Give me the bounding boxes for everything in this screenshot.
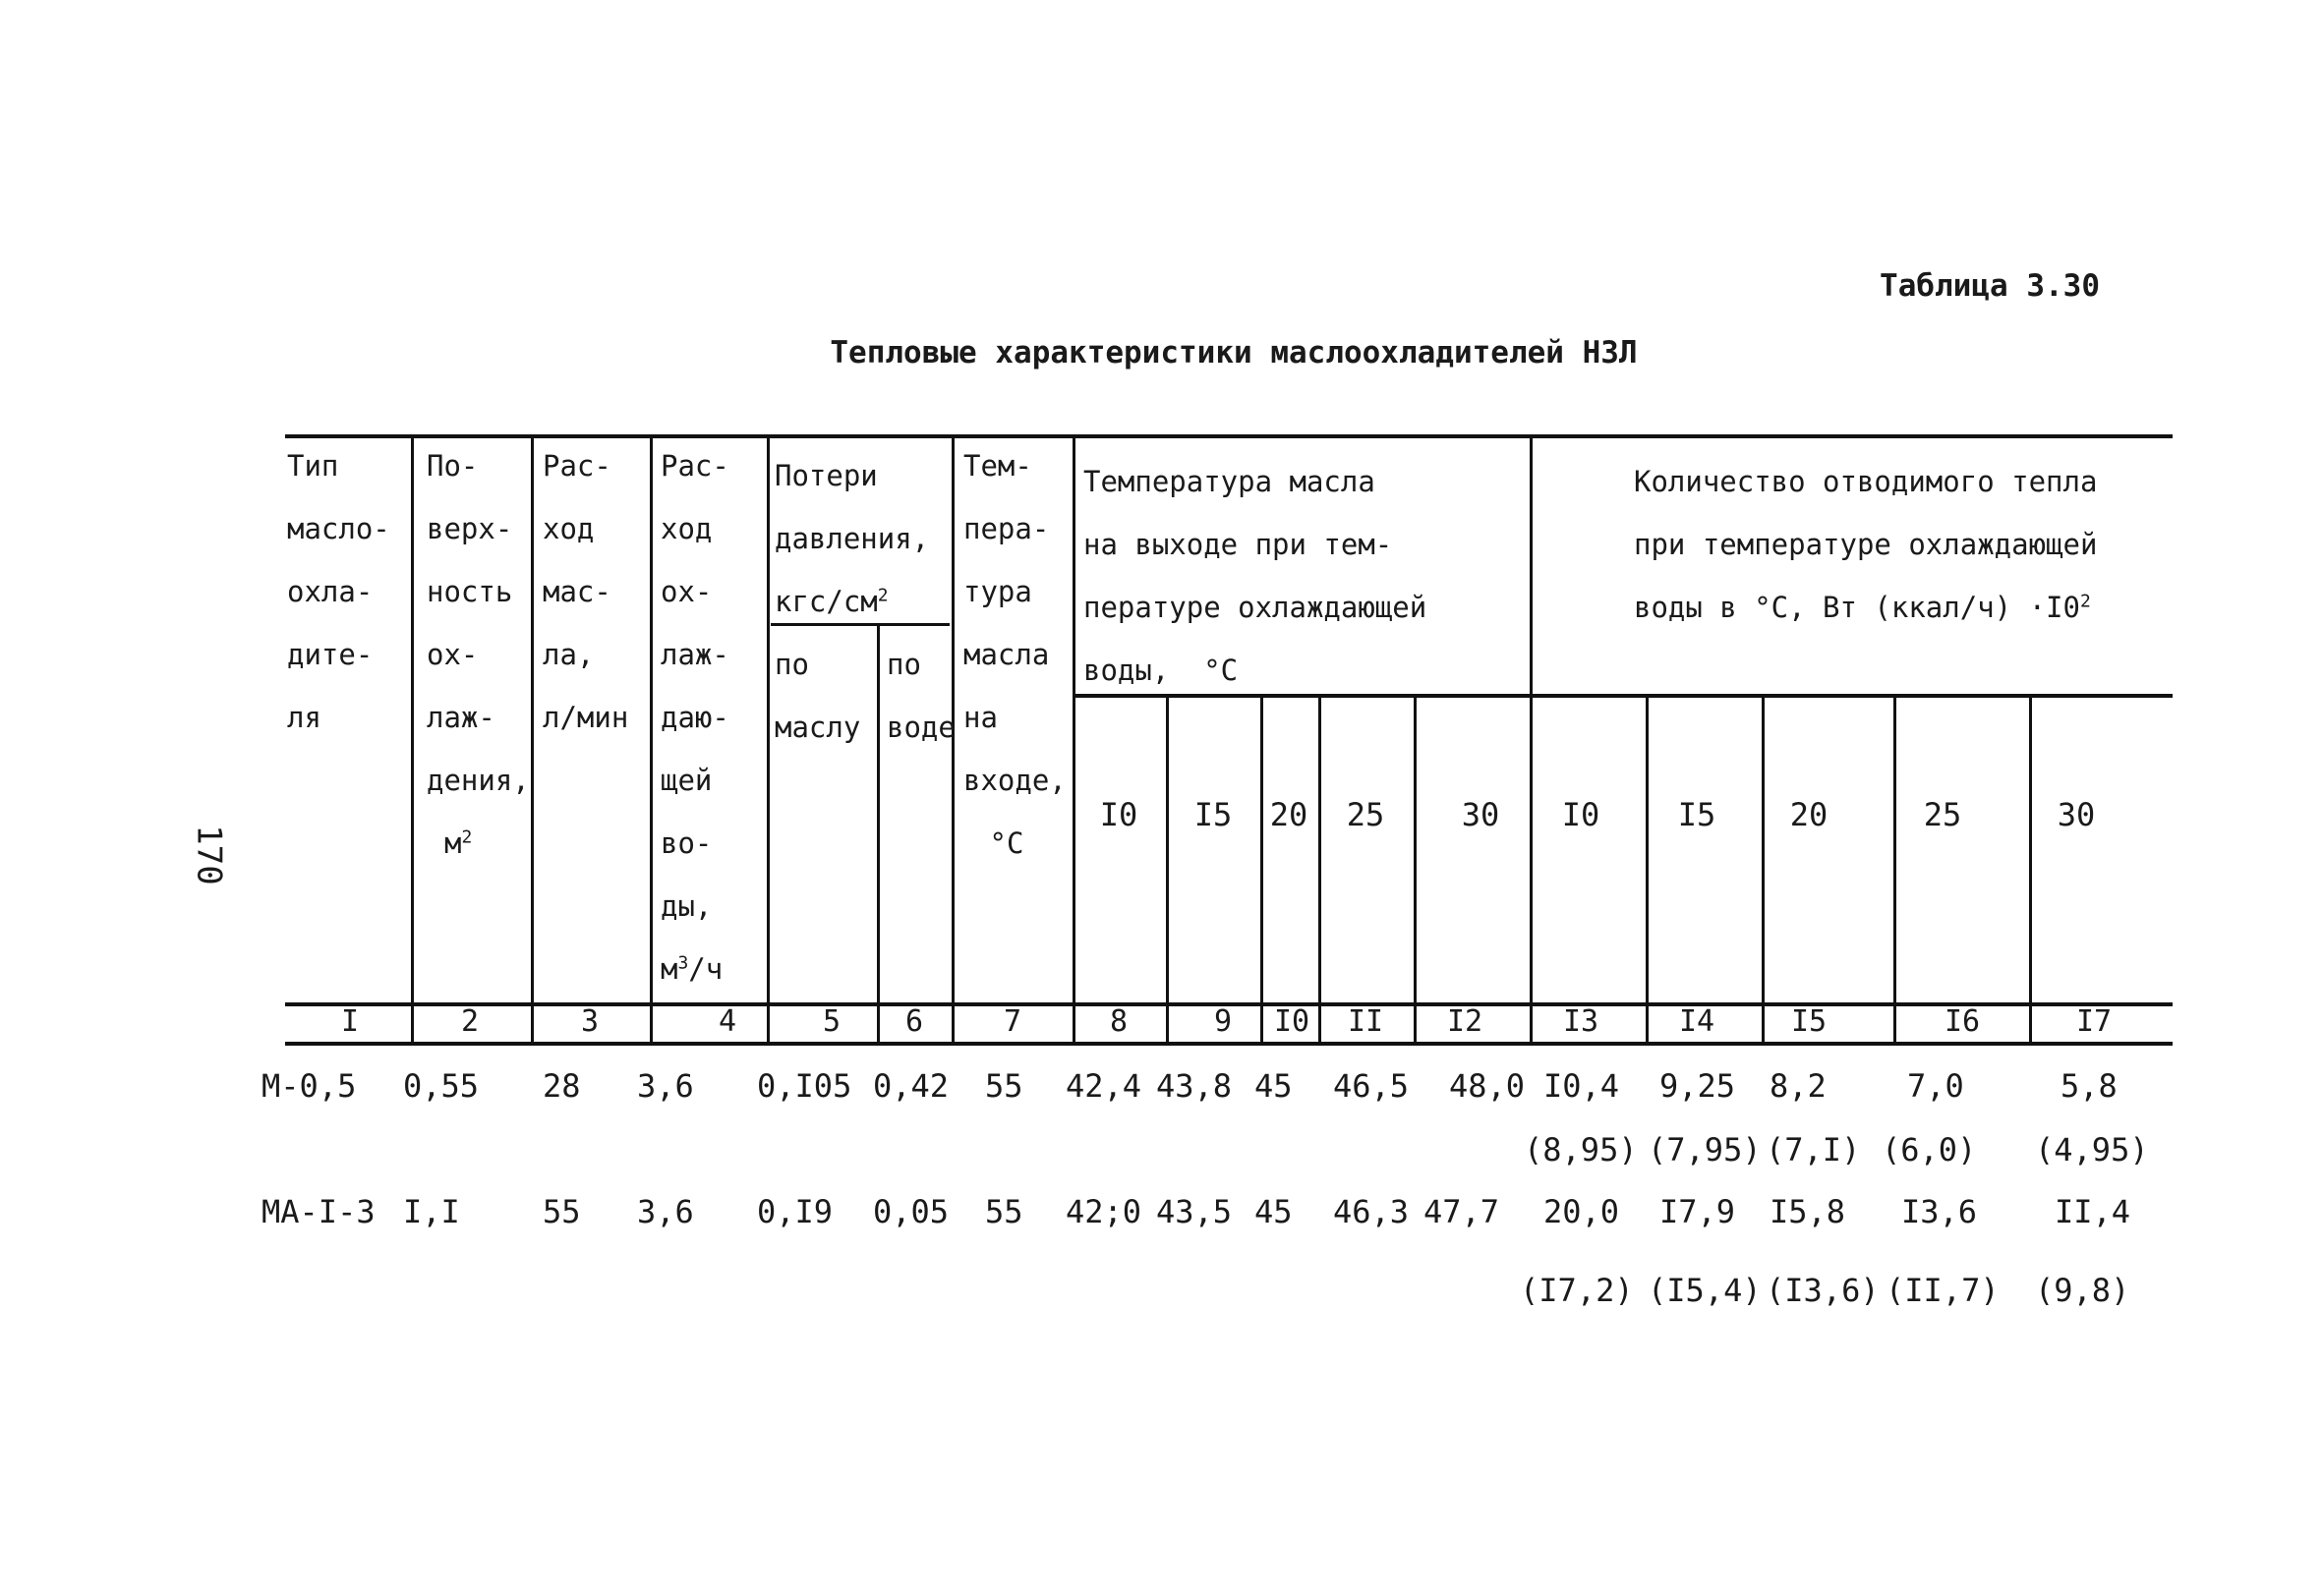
column-number: I [340, 1004, 360, 1039]
vline [531, 434, 534, 1042]
page-number: 170 [189, 825, 229, 885]
cell-surface: I,I [403, 1193, 460, 1230]
header-oil-outlet-temp-group: Температура масла на выходе при тем- пературе охлаждающей воды, °С [1083, 465, 1427, 687]
column-number: I3 [1562, 1004, 1599, 1039]
column-number: I7 [2075, 1004, 2113, 1039]
header-oil-inlet-temp: Тем- пера- тура масла на входе, [963, 449, 1067, 797]
cell-t-out: 45 [1254, 1067, 1293, 1105]
temp-col-header: I5 [1193, 796, 1233, 833]
cell-heat-kcal: (9,8) [2035, 1272, 2130, 1309]
vline [1414, 696, 1417, 1042]
cell-t-out: 43,8 [1156, 1067, 1233, 1105]
cell-t-in: 55 [985, 1067, 1023, 1105]
header-loss-water: по воде [887, 648, 956, 744]
table-label: Таблица 3.30 [1880, 268, 2100, 304]
cell-heat: 8,2 [1770, 1067, 1827, 1105]
cell-surface: 0,55 [403, 1067, 480, 1105]
column-number: I0 [1273, 1004, 1310, 1039]
vline [877, 625, 880, 1042]
vline [1073, 434, 1075, 1042]
cell-type: МА-I-3 [261, 1193, 376, 1230]
cell-water-flow: 3,6 [637, 1193, 694, 1230]
header-water-flow: Рас- ход ох- лаж- даю- щей во- ды, [661, 449, 729, 923]
header-pressure-loss-unit: кгс/$см^2$ [775, 585, 889, 618]
header-oil-inlet-temp-unit: °С [989, 826, 1024, 860]
column-number: I6 [1944, 1004, 1981, 1039]
temp-col-header: 25 [1923, 796, 1962, 833]
cell-type: М-0,5 [261, 1067, 357, 1105]
vline [411, 434, 414, 1042]
cell-t-out: 46,3 [1333, 1193, 1410, 1230]
column-number: 5 [822, 1004, 842, 1039]
vline [1166, 696, 1169, 1042]
vline [2029, 696, 2032, 1042]
column-number: 3 [580, 1004, 600, 1039]
temp-col-header: I0 [1099, 796, 1138, 833]
vline [1318, 696, 1321, 1042]
cell-heat-kcal: (I7,2) [1520, 1272, 1634, 1309]
cell-t-out: 45 [1254, 1193, 1293, 1230]
vline [1530, 434, 1533, 1042]
header-oil-flow: Рас- ход мас- ла, л/мин [543, 449, 629, 734]
temp-col-header: 20 [1789, 796, 1829, 833]
temp-col-header: 30 [1461, 796, 1500, 833]
cell-water-flow: 3,6 [637, 1067, 694, 1105]
cell-heat: 5,8 [2061, 1067, 2118, 1105]
vline [1260, 696, 1263, 1042]
cell-heat-kcal: (8,95) [1524, 1131, 1638, 1168]
cell-oil-flow: 28 [543, 1067, 581, 1105]
vline [767, 434, 770, 1042]
cell-t-in: 55 [985, 1193, 1023, 1230]
cell-heat-kcal: (II,7) [1886, 1272, 2000, 1309]
temp-col-header: 20 [1269, 796, 1308, 833]
header-pressure-loss: Потери давления, [775, 459, 930, 555]
column-number: 9 [1213, 1004, 1233, 1039]
cell-heat: I7,9 [1659, 1193, 1736, 1230]
header-heat-removed-group: Количество отводимого тепла при температуре охлаждающей воды в °С, Вт (ккал/ч) $\cdot I0^2$ [1634, 465, 2098, 624]
cell-heat-kcal: (6,0) [1882, 1131, 1977, 1168]
cell-heat: I3,6 [1901, 1193, 1978, 1230]
cell-heat: I5,8 [1770, 1193, 1846, 1230]
cell-heat-kcal: (7,I) [1766, 1131, 1861, 1168]
header-surface-unit: $м^2$ [444, 826, 473, 860]
column-number: 4 [718, 1004, 737, 1039]
table-title: Тепловые характеристики маслоохладителей НЗЛ [830, 335, 1638, 370]
cell-loss-water: 0,05 [873, 1193, 950, 1230]
cell-heat: II,4 [2055, 1193, 2131, 1230]
column-number: 7 [1003, 1004, 1022, 1039]
header-water-flow-unit: $м^3/ч$ [661, 952, 724, 986]
vline [650, 434, 653, 1042]
cell-heat: I0,4 [1543, 1067, 1620, 1105]
column-number: 2 [460, 1004, 480, 1039]
cell-loss-oil: 0,I9 [757, 1193, 834, 1230]
cell-t-out: 42,4 [1066, 1067, 1142, 1105]
vline [1646, 696, 1649, 1042]
vline [1762, 696, 1765, 1042]
cell-heat-kcal: (4,95) [2035, 1131, 2149, 1168]
cell-oil-flow: 55 [543, 1193, 581, 1230]
header-surface: По- верх- ность ох- лаж- дения, [427, 449, 530, 797]
cell-loss-water: 0,42 [873, 1067, 950, 1105]
column-number: I4 [1678, 1004, 1715, 1039]
temp-col-header: 25 [1346, 796, 1385, 833]
cell-t-out: 42;0 [1066, 1193, 1142, 1230]
cell-heat-kcal: (I5,4) [1648, 1272, 1762, 1309]
column-number: I2 [1446, 1004, 1483, 1039]
column-number: 6 [904, 1004, 924, 1039]
column-number: II [1347, 1004, 1384, 1039]
vline [1893, 696, 1896, 1042]
cell-t-out: 47,7 [1423, 1193, 1500, 1230]
cell-t-out: 43,5 [1156, 1193, 1233, 1230]
column-number: 8 [1109, 1004, 1129, 1039]
temp-col-header: I0 [1561, 796, 1600, 833]
cell-t-out: 46,5 [1333, 1067, 1410, 1105]
colnum-bottom-rule [285, 1042, 2173, 1046]
cell-heat: 20,0 [1543, 1193, 1620, 1230]
cell-t-out: 48,0 [1449, 1067, 1526, 1105]
header-loss-oil: по маслу [775, 648, 861, 744]
cell-heat-kcal: (7,95) [1648, 1131, 1762, 1168]
temp-col-header: I5 [1677, 796, 1716, 833]
cell-heat: 7,0 [1907, 1067, 1964, 1105]
header-type: Тип масло- охла- дите- ля [287, 449, 390, 734]
temp-col-header: 30 [2057, 796, 2096, 833]
cell-heat: 9,25 [1659, 1067, 1736, 1105]
column-number: I5 [1790, 1004, 1828, 1039]
cell-heat-kcal: (I3,6) [1766, 1272, 1880, 1309]
cell-loss-oil: 0,I05 [757, 1067, 852, 1105]
